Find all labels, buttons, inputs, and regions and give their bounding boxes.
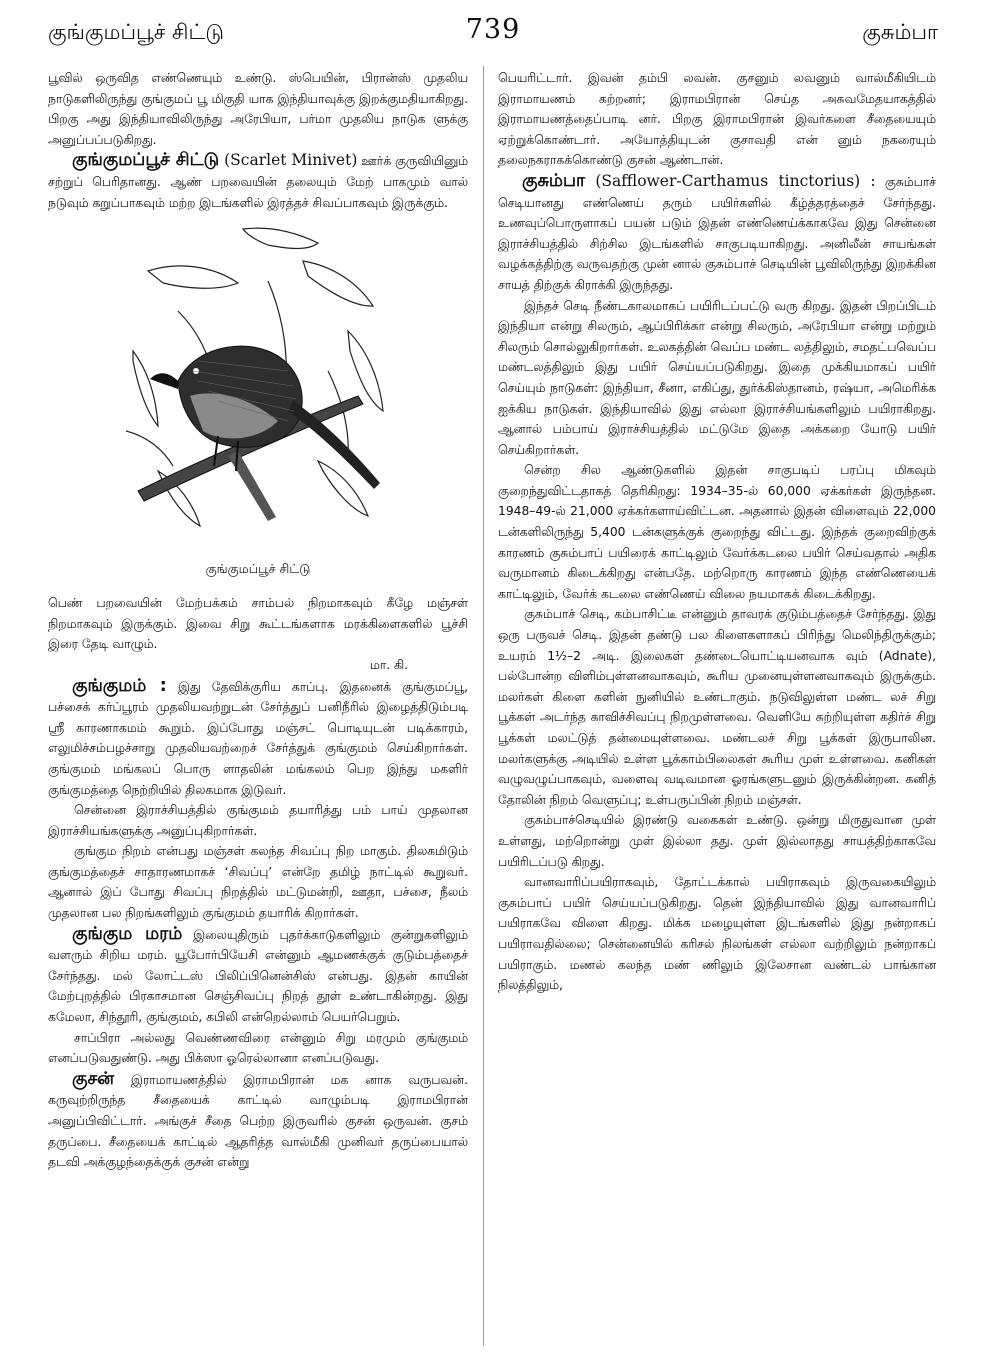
entry-scarlet-minivet	[48, 150, 468, 213]
entry-heading: குங்குமப்பூச் சிட்டு	[72, 150, 220, 171]
header-left-keyword: குங்குமப்பூச் சிட்டு	[48, 20, 224, 44]
paragraph-kungumam-colour: குங்கும நிறம் என்பது மஞ்சள் கலந்த சிவப்பு நிற மாகும். திலகமிடும் குங்குமத்தைச் சாதாரணமாகச் ‘சிவப்பு’ என்றே தமிழ் நாட்டில் கூறுவர். ஆனால் இப் போது சிவப்பு நிறத்தில் மட்டுமன்றி, ஊதா, பச்சை, நீலம் முதலான பல நிறங்களிலும் குங்குமம் தயாரிக் கிறார்கள்.	[48, 844, 468, 921]
page-number: 739	[465, 14, 521, 45]
paragraph-saffron-trade: பூவில் ஒருவித எண்ணெயும் உண்டு. ஸ்பெயின், பிரான்ஸ் முதலிய நாடுகளிலிருந்து குங்குமப் பூ மிகுதி யாக இந்தியாவுக்கு இறக்குமதியாகிறது. பிறகு அது இந்தியாவிலிருந்து அரேபியா, பர்மா முதலிய நாடுக ளுக்கு அனுப்பப்படுகிறது.	[48, 71, 468, 147]
left-column	[48, 68, 468, 1358]
paragraph-kusan-continued: பெயரிட்டார். இவன் தம்பி லவன். குசனும் லவனும் வால்மீகியிடம் இராமாயணம் கற்றனர்; இராமபிரான் செய்த அசுவமேதயாகத்தில் இராமாயணத்தைப்பாடி னர். பிறகு இராமபிரான் இவர்களை சீதையையும் ஏற்றுக்கொண்டார். அயோத்தியுடன் குசாவதி என் னும் நகரையும் தலைநகராகக்கொண்டு குசன் ஆண்டான்.	[498, 71, 936, 168]
author-initials: மா. கி.	[369, 657, 408, 672]
paragraph-origin: இந்தச் செடி நீண்டகாலமாகப் பயிரிடப்பட்டு வரு கிறது. இதன் பிறப்பிடம் இந்தியா என்று சிலரும், ஆப்பிரிக்கா என்று சிலரும், அரேபியா என்று மற்றும் சிலரும் சொல்லுகிறார்கள். உலகத்தின் வெப்ப மண்ட லத்திலும், சமதட்பவெப்ப மண்டலத்திலும் இது பயிர் செய்யப்படுகிறது. இதை முக்கியமாகப் பயிர் செய்யும் நாடுகள்: இந்தியா, சீனா, எகிப்து, துர்க்கிஸ்தானம், ரஷ்யா, அமெரிக்க ஐக்கிய நாடுகள். இந்தியாவில் இது எல்லா இராச்சியங்களிலும் பயிராகிறது. ஆனால் பம்பாய் இராச்சியத்தில் மட்டுமே இதை அக்கறை யோடு பயிர் செய்கிறார்கள்.	[498, 298, 936, 457]
paragraph-sappira: சாப்பிரா அல்லது வெண்ணவிரை என்னும் சிறு மரமும் குங்குமம் எனப்படுவதுண்டு. அது பிக்ஸா ஓரெல்லானா எனப்படுவது.	[48, 1030, 468, 1066]
bird-illustration	[48, 221, 468, 587]
entry-kusan	[48, 1069, 468, 1173]
entry-text: ஊர்க் குருவியினும் சற்றுப் பெரிதானது. ஆண் பறவையின் தலையும் மேற் பாகமும் வால் நடுவும் கறுப்பாகவும் மற்ற இடங்களில் இரத்தச் சிவப்பாகவும் இருக்கும்.	[48, 154, 468, 210]
paragraph-varieties: குசும்பாச்செடியில் இரண்டு வகைகள் உண்டு. ஒன்று மிருதுவான முள் உள்ளது, மற்றொன்று முள் இல்லா தது. முள் இல்லாதது சாயத்திற்காகவே பயிரிடப்படு கிறது.	[498, 813, 936, 869]
entry-heading: குங்குமம் :	[72, 675, 167, 696]
figure-caption: குங்குமப்பூச் சிட்டு	[205, 561, 311, 577]
entry-heading: குசன்	[72, 1068, 115, 1089]
paragraph-female-bird: பெண் பறவையின் மேற்பக்கம் சாம்பல் நிறமாகவும் கீழே மஞ்சள் நிறமாகவும் இருக்கும். இவை சிறு கூட்டங்களாக மரக்கிளைகளில் பூச்சி இரை தேடி வாழும்.	[48, 596, 468, 652]
scarlet-minivet-drawing	[118, 221, 398, 551]
entry-text: குசும்பாச் செடியானது எண்ணெய் தரும் பயிர்களில் கீழ்த்தரத்தைச் சேர்ந்தது. உணவுப்பொருளாகப் பயன் படும் இதன் எண்ணெய்க்காகவே இது சென்னை இராச்சியத்தில் சிற்சில இடங்களில் சாகுபடியாகிறது. அனிலீன் சாயங்கள் வழக்கத்திற்கு வருவதற்கு முன் னால் குசும்பாச் செடியின் பூவிலிருந்து இறக்கின சாயத் திற்குக் கிராக்கி இருந்தது.	[498, 174, 936, 292]
entry-heading: குங்கும மரம்	[72, 923, 183, 944]
entry-english-name: (Safflower-Carthamus tinctorius) :	[585, 171, 876, 190]
entry-heading: குசும்பா	[522, 170, 586, 191]
entry-english-name: (Scarlet Minivet)	[219, 151, 358, 170]
paragraph-botany: குசும்பாச் செடி, கம்பாசிட்டீ என்னும் தாவரக் குடும்பத்தைச் சேர்ந்தது. இது ஒரு பருவச் செடி. இதன் தண்டு பல கிளைகளாகப் பிரிந்து மெலிந்திருக்கும்; உயரம் 1½–2 அடி. இலைகள் தண்டையொட்டியனவாக வும் (Adnate), பல்போன்ற விளிம்புள்ளனவாகவும், கூரிய முனையுள்ளனவாகவும் இருக்கும். மலர்கள் கிளை களின் நுனியில் உண்டாகும். நடுவிலுள்ள மண்ட லச் சிறு பூக்கள் அடர்ந்த காவிச்சிவப்பு நிறமுள்ளவை. வெளியே சுற்றியுள்ள கதிர்ச் சிறு பூக்கள் மலட்டுத் தன்மையுள்ளவை. மண்டலச் சிறு பூக்கள் இருபாலின. மலர்களுக்கு அடியில் உள்ள பூக்காம்பிலைகள் கூரிய முள் உள்ளவை. கனிகள் வழுவழுப்பாகவும், வளைவு வடிவமான ஓரங்களுடனும் இருக்கின்றன. கனித் தோலின் நிறம் வெளுப்பு; உள்பருப்பின் நிறம் மஞ்சள்.	[498, 607, 936, 807]
column-divider	[483, 66, 484, 1346]
header-right-keyword: குசும்பா	[862, 20, 938, 44]
paragraph-cultivation: வானவாரிப்பயிராகவும், தோட்டக்கால் பயிராகவும் இருவகையிலும் குசும்பாப் பயிர் செய்யப்படுகிறது. தென் இந்தியாவில் இது வானவாரிப் பயிராகவே விளை கிறது. மிக்க மழையுள்ள இடங்களில் இது நன்றாகப் பயிராவதில்லை; சென்னையில் கரிசல் நிலங்கள் எல்லா வற்றிலும் நன்றாகப் பயிராகும். மணல் கலந்த மண் ணிலும் இலேசான வண்டல் பாங்கான நிலத்திலும்,	[498, 875, 936, 993]
paragraph-madras-export: சென்னை இராச்சியத்தில் குங்குமம் தயாரித்து பம் பாய் முதலான இராச்சியங்களுக்கு அனுப்புகிறார்கள்.	[48, 803, 468, 838]
paragraph-acreage: சென்ற சில ஆண்டுகளில் இதன் சாகுபடிப் பரப்பு மிகவும் குறைந்துவிட்டதாகத் தெரிகிறது: 1934–35-ல் 60,000 ஏக்கர்கள் இருந்தன. 1948–49-ல் 21,000 ஏக்கர்களாய்விட்டன. அதனால் இதன் விளைவும் 22,000 டன்களிலிருந்து 5,400 டன்களுக்குக் குறைந்து விட்டது. இந்தக் குறைவிற்குக் காரணம் குசும்பாப் பயிரைக் காட்டிலும் வேர்க்கடலை பயிர் செய்வதால் அதிக வருமானம் கிடைக்கிறது என்பதே. மற்றொரு காரணம் இந்த எண்ணெயைக் காட்டிலும், வேர்க் கடலை எண்ணெய் விலை நயமாகக் கிடைக்கிறது.	[498, 463, 936, 601]
entry-text: இது தேவிக்குரிய காப்பு. இதனைக் குங்குமப்பூ, பச்சைக் கர்ப்பூரம் முதலியவற்றுடன் சேர்த்துப் பனிநீரில் இழைத்திடும்படி ஸ்ரீ காரணாகமம் கூறும். இப்போது மஞ்சட் பொடியுடன் படிக்காரம், எலுமிச்சம்பழச்சாறு முதலியவற்றைச் சேர்த்துக் குங்குமம் செய்கிறார்கள். குங்குமம் மங்கலப் பொரு ளாதலின் மங்கலம் பெற இந்து மகளிர் குங்குமத்தை நெற்றியில் திலகமாக இடுவர்.	[48, 679, 468, 797]
entry-safflower	[498, 171, 936, 296]
entry-kungumam	[48, 676, 468, 801]
running-header	[48, 14, 938, 54]
entry-kungumam-tree	[48, 924, 468, 1028]
entry-text: இராமாயணத்தில் இராமபிரான் மக னாக வருபவன். கருவுற்றிருந்த சீதையைக் காட்டில் வாழும்படி இராமபிரான் அனுப்பிவிட்டார். அங்குச் சீதை பெற்ற இருவரில் குசன் ஒருவன். குசம் தருப்பை. சீதையைக் காட்டில் ஆதரித்த வால்மீகி முனிவர் தருப்பையால் தடவி அக்குழந்தைக்குக் குசன் என்று	[48, 1072, 468, 1170]
right-column	[498, 68, 936, 1358]
entry-text: இலையுதிரும் புதர்க்காடுகளிலும் குன்றுகளிலும் வளரும் சிறிய மரம். யூபோர்பியேசி என்னும் ஆமணக்குக் குடும்பத்தைச் சேர்ந்தது. மல் லோட்டஸ் பிலிப்பினென்சிஸ் என்பது. இதன் காயின் மேற்புறத்தில் பிரகாசமான செஞ்சிவப்பு நிறத் தூள் உண்டாகின்றது. இது கமேலா, சிந்தூரி, குங்குமம், கபிலி என்றெல்லாம் பெயர்பெறும்.	[48, 927, 468, 1025]
